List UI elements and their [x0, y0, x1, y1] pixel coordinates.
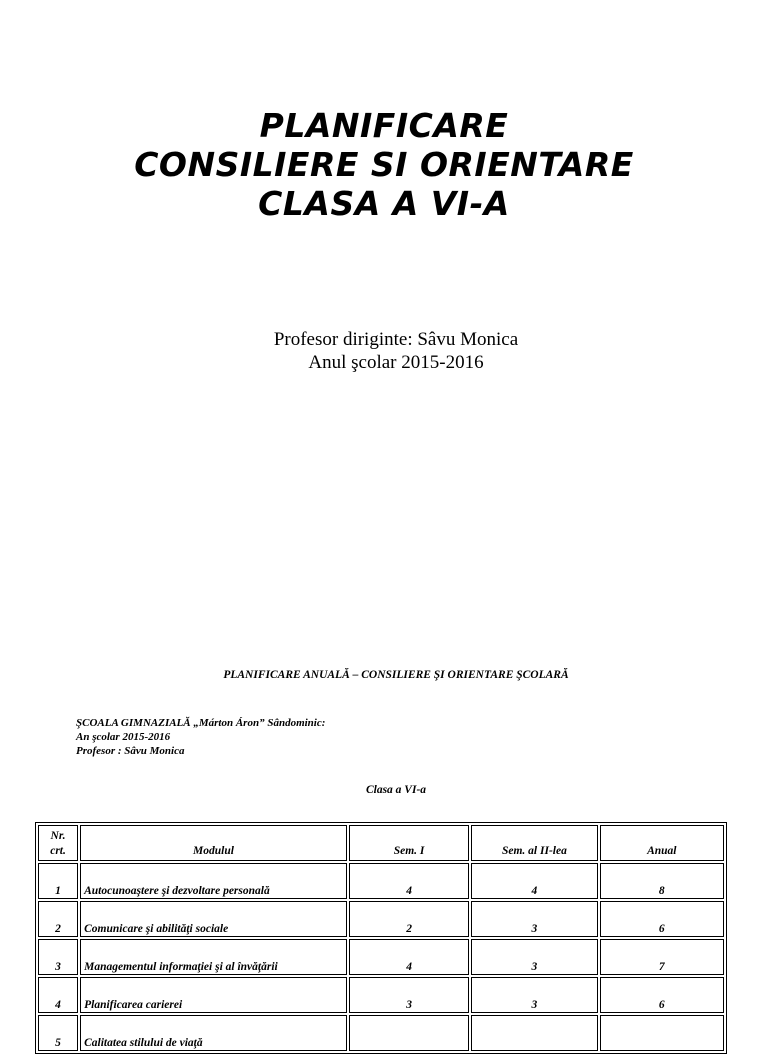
cover-meta	[0, 328, 768, 374]
class-label: Clasa a VI-a	[365, 784, 427, 796]
row-nr: 3	[38, 939, 78, 975]
title-line-3: CLASA A VI-A	[258, 184, 510, 223]
row-module: Calitatea stilului de viaţă	[80, 1015, 347, 1051]
row-nr: 2	[38, 901, 78, 937]
planning-table	[35, 822, 727, 1054]
section-heading: PLANIFICARE ANUALĂ – CONSILIERE ŞI ORIENTARE ŞCOLARĂ	[223, 669, 569, 681]
row-module: Managementul informaţiei şi al învăţării	[80, 939, 347, 975]
title-line-2: CONSILIERE SI ORIENTARE	[134, 145, 634, 184]
row-sem2: 3	[471, 977, 597, 1013]
row-sem2: 3	[471, 939, 597, 975]
row-module: Comunicare şi abilităţi sociale	[80, 901, 347, 937]
row-sem1	[349, 1015, 469, 1051]
header-sem1: Sem. I	[349, 825, 469, 861]
header-sem2: Sem. al II-lea	[471, 825, 597, 861]
row-module: Autocunoaştere şi dezvoltare personală	[80, 863, 347, 899]
school-teacher: Profesor : Sâvu Monica	[76, 745, 185, 757]
row-module: Planificarea carierei	[80, 977, 347, 1013]
header-annual: Anual	[600, 825, 724, 861]
row-sem1: 3	[349, 977, 469, 1013]
table-row	[38, 1015, 724, 1051]
table-row	[38, 939, 724, 975]
document-title	[0, 106, 768, 223]
school-year-line: Anul şcolar 2015-2016	[308, 352, 484, 373]
row-annual	[600, 1015, 724, 1051]
title-line-1: PLANIFICARE	[259, 106, 509, 145]
header-module: Modulul	[80, 825, 347, 861]
row-nr: 5	[38, 1015, 78, 1051]
row-nr: 1	[38, 863, 78, 899]
row-sem1: 4	[349, 863, 469, 899]
row-annual: 6	[600, 901, 724, 937]
table-row	[38, 901, 724, 937]
row-sem2	[471, 1015, 597, 1051]
row-annual: 6	[600, 977, 724, 1013]
row-sem2: 4	[471, 863, 597, 899]
school-info	[76, 716, 325, 758]
row-sem1: 2	[349, 901, 469, 937]
teacher-line: Profesor diriginte: Sâvu Monica	[273, 329, 519, 350]
row-annual: 8	[600, 863, 724, 899]
row-sem2: 3	[471, 901, 597, 937]
header-nr: Nr. crt.	[38, 825, 78, 861]
row-annual: 7	[600, 939, 724, 975]
row-sem1: 4	[349, 939, 469, 975]
table-row	[38, 863, 724, 899]
table-header-row	[38, 825, 724, 861]
school-year: An şcolar 2015-2016	[76, 731, 171, 743]
table-row	[38, 977, 724, 1013]
row-nr: 4	[38, 977, 78, 1013]
school-name: ŞCOALA GIMNAZIALĂ „Márton Áron” Sândominic:	[76, 717, 326, 729]
